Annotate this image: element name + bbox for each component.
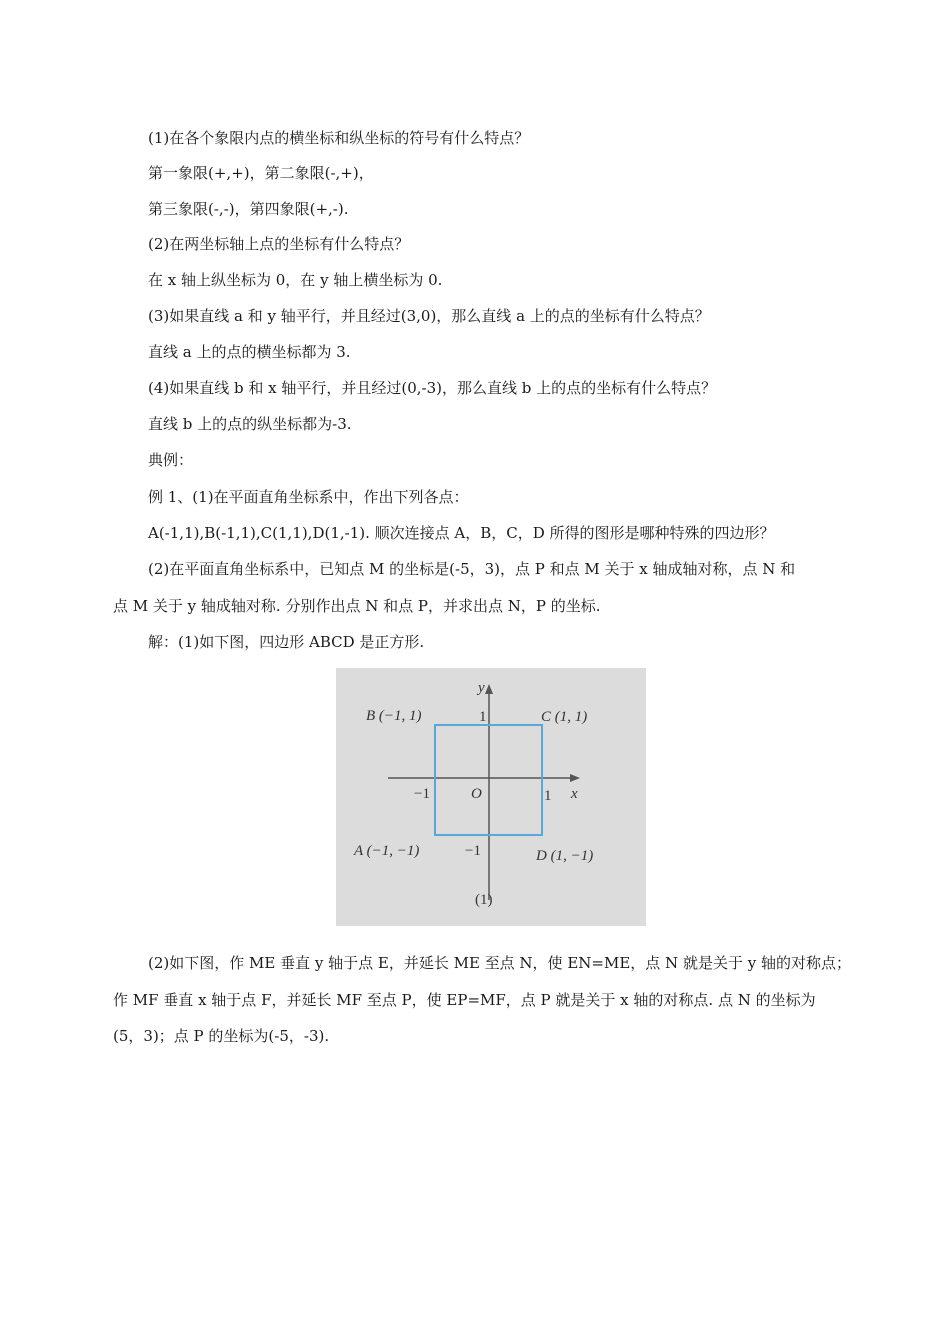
coordinate-plot (336, 668, 646, 926)
axis-y-label: y (478, 680, 485, 696)
tick-y-pos: 1 (479, 709, 487, 725)
paragraph-line: (5，3)；点 P 的坐标为(-5，-3). (113, 1027, 330, 1045)
label-b: B (−1, 1) (366, 708, 422, 724)
label-a: A (−1, −1) (354, 843, 420, 859)
tick-x-neg: −1 (414, 786, 430, 802)
paragraph-line: (2)如下图，作 ME 垂直 y 轴于点 E，并延长 ME 至点 N，使 EN=ME，点 N 就是关于 y 轴的对称点； (148, 954, 851, 972)
tick-y-neg: −1 (465, 843, 481, 859)
section-heading: 典例： (148, 451, 194, 469)
x-axis-arrow (570, 774, 580, 782)
paragraph-line: (2)在平面直角坐标系中，已知点 M 的坐标是(-5，3)，点 P 和点 M 关于 x 轴成轴对称，点 N 和 (148, 560, 796, 578)
paragraph-line: 直线 a 上的点的横坐标都为 3. (148, 343, 351, 361)
origin-label: O (471, 786, 482, 802)
paragraph-line: 作 MF 垂直 x 轴于点 F，并延长 MF 至点 P，使 EP=MF，点 P 就是关于 x 轴的对称点. 点 N 的坐标为 (113, 991, 816, 1009)
paragraph-line: 解：(1)如下图，四边形 ABCD 是正方形. (148, 633, 425, 651)
paragraph-line: 例 1、(1)在平面直角坐标系中，作出下列各点： (148, 488, 469, 506)
paragraph-line: (3)如果直线 a 和 y 轴平行，并且经过(3,0)，那么直线 a 上的点的坐标有什么特点？ (148, 307, 710, 325)
axis-x-label: x (571, 786, 578, 802)
label-d: D (1, −1) (536, 848, 594, 864)
figure-caption: (1) (475, 892, 493, 908)
label-c: C (1, 1) (541, 709, 588, 725)
paragraph-line: 点 M 关于 y 轴成轴对称. 分别作出点 N 和点 P，并求出点 N，P 的坐标. (113, 597, 601, 615)
tick-x-pos: 1 (544, 788, 552, 804)
paragraph-line: 在 x 轴上纵坐标为 0，在 y 轴上横坐标为 0. (148, 271, 443, 289)
y-axis-arrow (485, 684, 493, 694)
paragraph-line: 第三象限(-,-)，第四象限(+,-). (148, 200, 349, 218)
coordinate-figure (336, 668, 646, 926)
paragraph-line: (4)如果直线 b 和 x 轴平行，并且经过(0,-3)，那么直线 b 上的点的坐标有什么特点？ (148, 379, 717, 397)
paragraph-line: A(-1,1),B(-1,1),C(1,1),D(1,-1). 顺次连接点 A，B，C，D 所得的图形是哪种特殊的四边形？ (148, 524, 775, 542)
paragraph-line: (1)在各个象限内点的横坐标和纵坐标的符号有什么特点？ (148, 129, 530, 147)
paragraph-line: 直线 b 上的点的纵坐标都为-3. (148, 415, 352, 433)
paragraph-line: 第一象限(+,+)，第二象限(-,+)， (148, 164, 374, 182)
paragraph-line: (2)在两坐标轴上点的坐标有什么特点？ (148, 235, 410, 253)
